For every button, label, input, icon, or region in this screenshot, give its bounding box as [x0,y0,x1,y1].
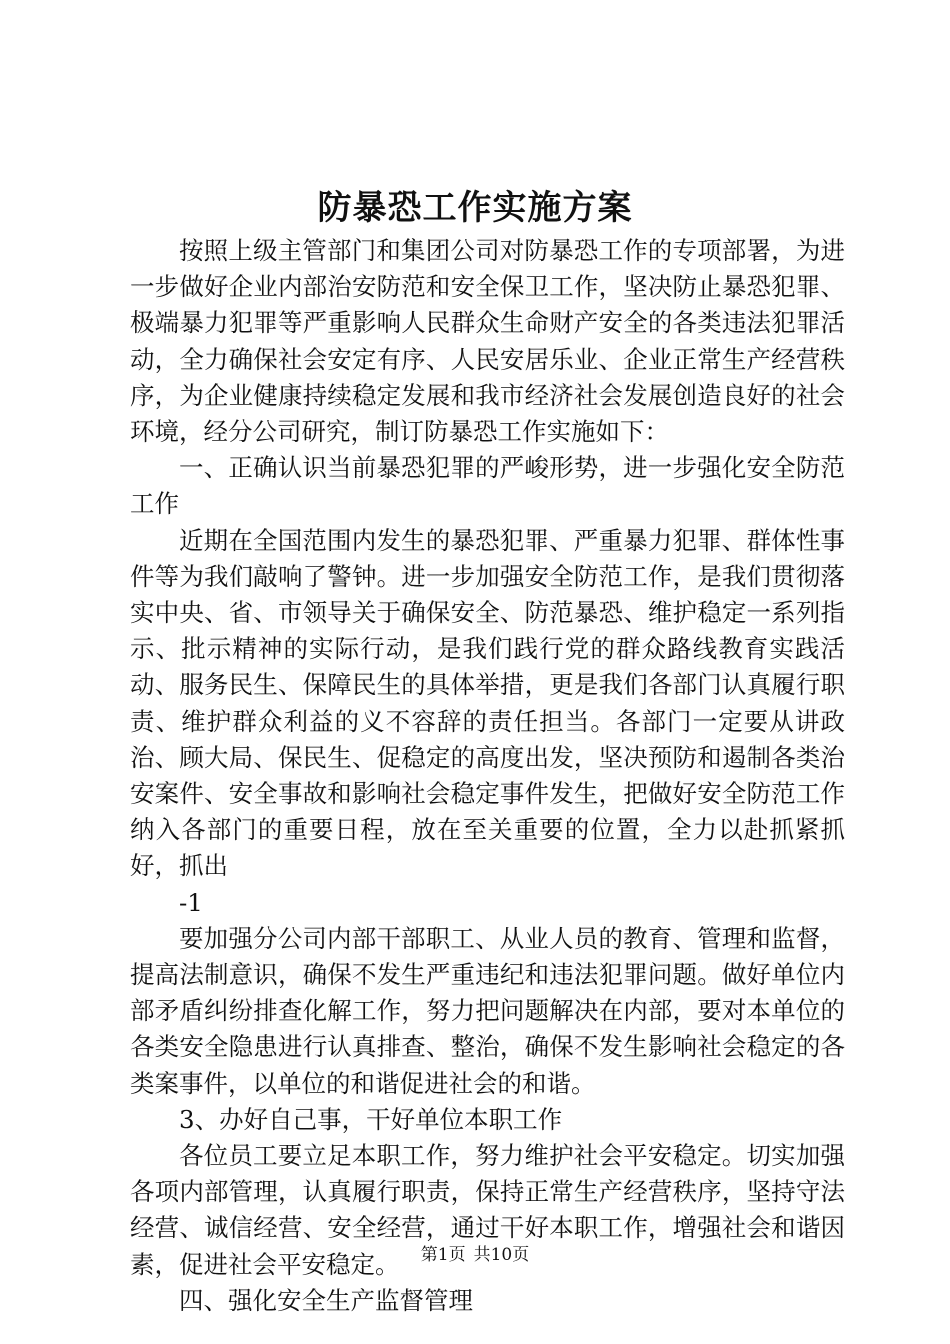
subsection-3-paragraph: 各位员工要立足本职工作，努力维护社会平安稳定。切实加强各项内部管理，认真履行职责，保持正常生产经营秩序，坚持守法经营、诚信经营、安全经营，通过干好本职工作，增强社会和谐因素，促进社会平安稳定。 [130,1141,845,1279]
section-heading-4: 四、强化安全生产监督管理 [179,1285,473,1315]
subsection-heading-3: 3、办好自己事，干好单位本职工作 [179,1104,563,1134]
document-title: 防暴恐工作实施方案 [317,188,633,228]
section-2-paragraph: 要加强分公司内部干部职工、从业人员的教育、管理和监督，提高法制意识，确保不发生严重违纪和违法犯罪问题。做好单位内部矛盾纠纷排查化解工作，努力把问题解决在内部，要对本单位的各类安全隐患进行认真排查、整治，确保不发生影响社会稳定的各类案事件，以单位的和谐促进社会的和谐。 [130,923,845,1098]
inline-page-marker: -1 [179,887,203,917]
section-heading-1: 一、正确认识当前暴恐犯罪的严峻形势，进一步强化安全防范工作 [130,453,845,519]
section-1-paragraph: 近期在全国范围内发生的暴恐犯罪、严重暴力犯罪、群体性事件等为我们敲响了警钟。进一步加强安全防范工作，是我们贯彻落实中央、省、市领导关于确保安全、防范暴恐、维护稳定一系列指示、批示精神的实际行动，是我们践行党的群众路线教育实践活动、服务民生、保障民生的具体举措，更是我们各部门认真履行职责、维护群众利益的义不容辞的责任担当。各部门一定要从讲政治、顾大局、保民生、促稳定的高度出发，坚决预防和遏制各类治安案件、安全事故和影响社会稳定事件发生，把做好安全防范工作纳入各部门的重要日程，放在至关重要的位置，全力以赴抓紧抓好，抓出 [130,525,845,881]
page-footer [0,1243,950,1267]
page-total: 共10页 [473,1245,530,1265]
document-body [130,233,845,1319]
page-number: 第1页 [420,1245,466,1265]
intro-paragraph: 按照上级主管部门和集团公司对防暴恐工作的专项部署，为进一步做好企业内部治安防范和安全保卫工作，坚决防止暴恐犯罪、极端暴力犯罪等严重影响人民群众生命财产安全的各类违法犯罪活动，全力确保社会安定有序、人民安居乐业、企业正常生产经营秩序，为企业健康持续稳定发展和我市经济社会发展创造良好的社会环境，经分公司研究，制订防暴恐工作实施如下： [130,236,845,447]
